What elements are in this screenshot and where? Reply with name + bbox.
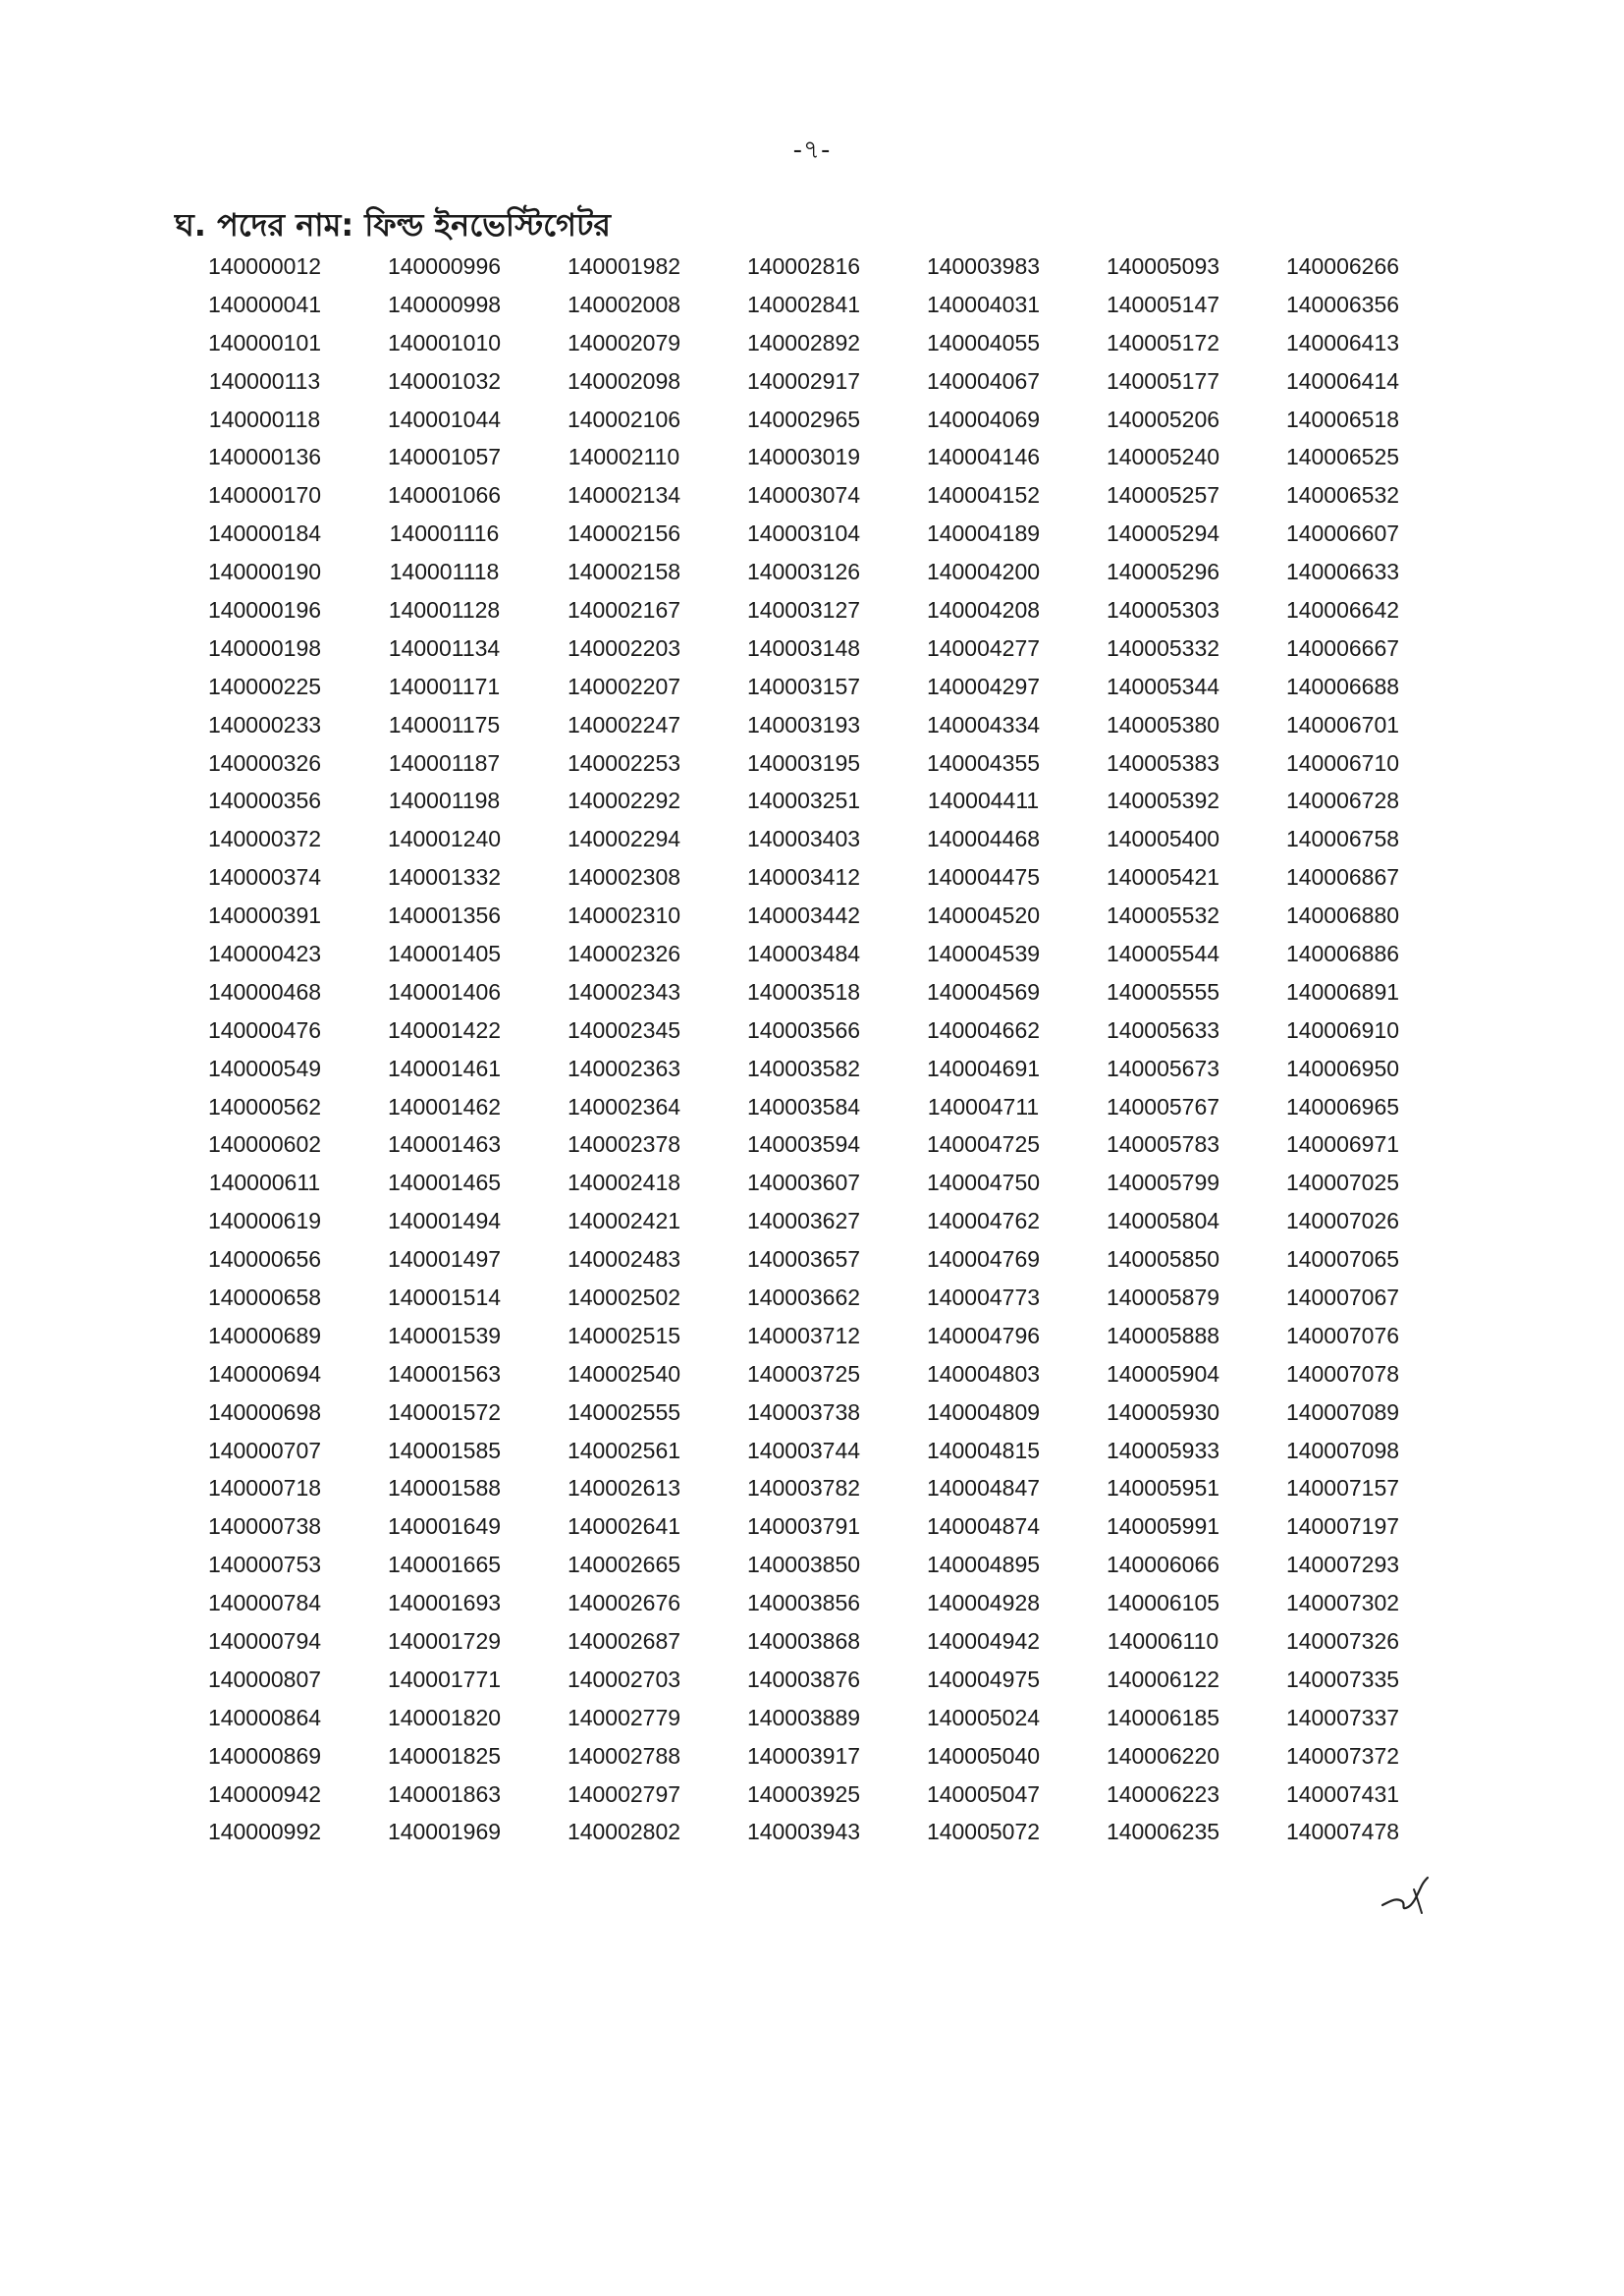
roll-number-cell: 140000718	[207, 1475, 322, 1502]
roll-number-cell: 140002515	[567, 1322, 681, 1348]
roll-number-cell: 140007065	[1285, 1246, 1400, 1273]
roll-number-cell: 140007067	[1285, 1284, 1400, 1310]
roll-number-cell: 140006607	[1285, 520, 1400, 547]
roll-number-cell: 140001066	[387, 482, 502, 509]
roll-number-cell: 140005555	[1106, 978, 1220, 1005]
roll-number-cell: 140007078	[1285, 1360, 1400, 1387]
roll-number-cell: 140002363	[567, 1055, 681, 1081]
roll-number-cell: 140000656	[207, 1246, 322, 1273]
roll-number-cell: 140006965	[1285, 1093, 1400, 1120]
roll-number-cell: 140005532	[1106, 902, 1220, 929]
roll-number-cell: 140006518	[1285, 406, 1400, 432]
roll-number-cell: 140002613	[567, 1475, 681, 1502]
roll-number-cell: 140001332	[387, 864, 502, 891]
roll-number-cell: 140000196	[207, 596, 322, 623]
roll-number-cell: 140002310	[567, 902, 681, 929]
roll-number-cell: 140001494	[387, 1208, 502, 1234]
roll-number-cell: 140002110	[568, 444, 680, 470]
roll-number-cell: 140004475	[926, 864, 1041, 891]
roll-number-cell: 140002502	[567, 1284, 681, 1310]
roll-number-cell: 140003412	[746, 864, 861, 891]
roll-number-cell: 140000694	[207, 1360, 322, 1387]
roll-number-cell: 140004769	[926, 1246, 1041, 1273]
roll-number-cell: 140005951	[1106, 1475, 1220, 1502]
roll-number-cell: 140007026	[1285, 1208, 1400, 1234]
roll-number-cell: 140005400	[1106, 826, 1220, 852]
roll-number-cell: 140005933	[1106, 1437, 1220, 1463]
roll-number-cell: 140002343	[567, 978, 681, 1005]
roll-number-cell: 140006971	[1285, 1131, 1400, 1158]
roll-number-cell: 140002308	[567, 864, 681, 891]
roll-number-cell: 140002540	[567, 1360, 681, 1387]
roll-number-cell: 140006414	[1285, 367, 1400, 394]
roll-number-cell: 140002816	[746, 252, 861, 279]
roll-number-cell: 140001187	[388, 749, 501, 776]
roll-number-cell: 140004277	[926, 634, 1041, 661]
roll-number-cell: 140003193	[746, 711, 861, 738]
roll-number-cell: 140000611	[208, 1170, 321, 1196]
roll-number-cell: 140005767	[1106, 1093, 1220, 1120]
roll-number-cell: 140004711	[927, 1093, 1040, 1120]
roll-number-cell: 140000996	[387, 252, 502, 279]
roll-number-cell: 140005799	[1106, 1170, 1220, 1196]
roll-number-cell: 140002687	[567, 1628, 681, 1654]
roll-number-cell: 140004189	[926, 520, 1041, 547]
roll-number-cell: 140005783	[1106, 1131, 1220, 1158]
roll-number-cell: 140004847	[926, 1475, 1041, 1502]
roll-number-cell: 140002134	[567, 482, 681, 509]
roll-number-cell: 140005206	[1106, 406, 1220, 432]
roll-number-cell: 140006413	[1285, 329, 1400, 355]
roll-number-cell: 140000423	[207, 940, 322, 966]
roll-number-cell: 140003607	[746, 1170, 861, 1196]
roll-number-cell: 140002483	[567, 1246, 681, 1273]
roll-number-cell: 140007089	[1285, 1398, 1400, 1425]
roll-number-cell: 140002345	[567, 1016, 681, 1043]
roll-number-cell: 140002167	[567, 596, 681, 623]
roll-number-cell: 140006710	[1285, 749, 1400, 776]
roll-number-cell: 140003876	[746, 1666, 861, 1692]
roll-number-cell: 140000356	[207, 788, 322, 814]
roll-number-cell: 140005380	[1106, 711, 1220, 738]
roll-number-cell: 140005332	[1106, 634, 1220, 661]
roll-number-cell: 140000184	[207, 520, 322, 547]
roll-number-cell: 140004520	[926, 902, 1041, 929]
roll-number-cell: 140001665	[387, 1552, 502, 1578]
roll-number-cell: 140006220	[1106, 1742, 1220, 1769]
roll-number-cell: 140004069	[926, 406, 1041, 432]
roll-number-cell: 140000391	[207, 902, 322, 929]
roll-number-cell: 140001171	[388, 673, 501, 699]
roll-number-cell: 140005879	[1106, 1284, 1220, 1310]
roll-number-cell: 140004539	[926, 940, 1041, 966]
roll-number-cell: 140000753	[207, 1552, 322, 1578]
roll-number-cell: 140007157	[1285, 1475, 1400, 1502]
roll-number-cell: 140000998	[387, 291, 502, 317]
roll-number-cell: 140000658	[207, 1284, 322, 1310]
roll-number-cell: 140001032	[387, 367, 502, 394]
roll-number-cell: 140007098	[1285, 1437, 1400, 1463]
roll-number-cell: 140004895	[926, 1552, 1041, 1578]
roll-number-cell: 140005804	[1106, 1208, 1220, 1234]
roll-number-cell: 140000468	[207, 978, 322, 1005]
roll-number-cell: 140000562	[207, 1093, 322, 1120]
roll-number-cell: 140001406	[387, 978, 502, 1005]
page-number: -৭-	[792, 136, 832, 165]
roll-number-cell: 140001729	[387, 1628, 502, 1654]
roll-number-cell: 140002326	[567, 940, 681, 966]
roll-number-cell: 140003791	[746, 1513, 861, 1540]
roll-number-cell: 140000198	[207, 634, 322, 661]
roll-number-cell: 140005850	[1106, 1246, 1220, 1273]
roll-number-cell: 140006525	[1285, 444, 1400, 470]
roll-number-cell: 140000992	[207, 1819, 322, 1845]
roll-number-cell: 140005240	[1106, 444, 1220, 470]
roll-number-cell: 140001863	[387, 1780, 502, 1807]
roll-number-cell: 140001771	[387, 1666, 502, 1692]
roll-number-cell: 140000784	[207, 1590, 322, 1616]
roll-number-cell: 140007302	[1285, 1590, 1400, 1616]
roll-number-cell: 140002098	[567, 367, 681, 394]
roll-number-cell: 140003403	[746, 826, 861, 852]
roll-number-cell: 140005930	[1106, 1398, 1220, 1425]
roll-number-cell: 140005294	[1106, 520, 1220, 547]
roll-number-cell: 140001461	[387, 1055, 502, 1081]
roll-number-cell: 140007025	[1285, 1170, 1400, 1196]
roll-number-cell: 140004815	[926, 1437, 1041, 1463]
roll-number-cell: 140001693	[387, 1590, 502, 1616]
roll-number-cell: 140005047	[926, 1780, 1041, 1807]
roll-number-cell: 140004750	[926, 1170, 1041, 1196]
roll-number-cell: 140003104	[746, 520, 861, 547]
roll-number-cell: 140003594	[746, 1131, 861, 1158]
roll-number-cell: 140006105	[1106, 1590, 1220, 1616]
roll-number-cell: 140006235	[1106, 1819, 1220, 1845]
roll-number-cell: 140001982	[567, 252, 681, 279]
roll-number-cell: 140004874	[926, 1513, 1041, 1540]
roll-number-cell: 140004662	[926, 1016, 1041, 1043]
roll-number-cell: 140004055	[926, 329, 1041, 355]
roll-number-cell: 140003074	[746, 482, 861, 509]
roll-number-table	[175, 247, 1434, 1851]
roll-number-cell: 140001116	[389, 520, 500, 547]
roll-number-cell: 140004942	[926, 1628, 1041, 1654]
roll-number-cell: 140002253	[567, 749, 681, 776]
roll-number-cell: 140005296	[1106, 559, 1220, 585]
roll-number-cell: 140003943	[746, 1819, 861, 1845]
roll-number-cell: 140002156	[567, 520, 681, 547]
roll-number-cell: 140001175	[388, 711, 501, 738]
roll-number-cell: 140004725	[926, 1131, 1041, 1158]
roll-number-cell: 140002203	[567, 634, 681, 661]
roll-number-cell: 140002421	[567, 1208, 681, 1234]
roll-number-cell: 140005673	[1106, 1055, 1220, 1081]
roll-number-cell: 140003850	[746, 1552, 861, 1578]
roll-number-cell: 140002008	[567, 291, 681, 317]
roll-number-cell: 140006642	[1285, 596, 1400, 623]
roll-number-cell: 140006701	[1285, 711, 1400, 738]
roll-number-cell: 140007335	[1285, 1666, 1400, 1692]
roll-number-cell: 140004803	[926, 1360, 1041, 1387]
roll-number-cell: 140007478	[1285, 1819, 1400, 1845]
roll-number-cell: 140004031	[926, 291, 1041, 317]
roll-number-cell: 140003127	[746, 596, 861, 623]
roll-number-cell: 140000190	[207, 559, 322, 585]
roll-number-cell: 140006867	[1285, 864, 1400, 891]
roll-number-cell: 140001563	[387, 1360, 502, 1387]
roll-number-cell: 140006758	[1285, 826, 1400, 852]
roll-number-cell: 140003889	[746, 1704, 861, 1730]
roll-number-cell: 140003126	[746, 559, 861, 585]
roll-number-cell: 140007197	[1285, 1513, 1400, 1540]
roll-number-cell: 140004208	[926, 596, 1041, 623]
roll-number-cell: 140004200	[926, 559, 1041, 585]
roll-number-cell: 140002418	[567, 1170, 681, 1196]
roll-number-cell: 140003917	[746, 1742, 861, 1769]
roll-number-cell: 140003925	[746, 1780, 861, 1807]
roll-number-cell: 140003251	[746, 788, 861, 814]
roll-number-cell: 140004468	[926, 826, 1041, 852]
roll-number-cell: 140005147	[1106, 291, 1220, 317]
roll-number-cell: 140001134	[388, 634, 501, 661]
roll-number-cell: 140001649	[387, 1513, 502, 1540]
roll-number-cell: 140003856	[746, 1590, 861, 1616]
roll-number-cell: 140006066	[1106, 1552, 1220, 1578]
roll-number-cell: 140005072	[926, 1819, 1041, 1845]
roll-number-cell: 140000869	[207, 1742, 322, 1769]
roll-number-cell: 140003983	[926, 252, 1041, 279]
roll-number-cell: 140006880	[1285, 902, 1400, 929]
roll-number-cell: 140005904	[1106, 1360, 1220, 1387]
roll-number-cell: 140003148	[746, 634, 861, 661]
roll-number-cell: 140002292	[567, 788, 681, 814]
roll-number-cell: 140000807	[207, 1666, 322, 1692]
roll-number-cell: 140004152	[926, 482, 1041, 509]
roll-number-cell: 140001462	[387, 1093, 502, 1120]
roll-number-cell: 140002555	[567, 1398, 681, 1425]
roll-number-cell: 140005991	[1106, 1513, 1220, 1540]
roll-number-cell: 140000476	[207, 1016, 322, 1043]
roll-number-cell: 140007326	[1285, 1628, 1400, 1654]
roll-number-cell: 140000549	[207, 1055, 322, 1081]
roll-number-cell: 140003582	[746, 1055, 861, 1081]
roll-number-cell: 140000225	[207, 673, 322, 699]
roll-number-cell: 140002378	[567, 1131, 681, 1158]
roll-number-cell: 140002779	[567, 1704, 681, 1730]
roll-number-cell: 140005177	[1106, 367, 1220, 394]
roll-number-cell: 140002802	[567, 1819, 681, 1845]
roll-number-cell: 140001010	[387, 329, 502, 355]
roll-number-cell: 140005392	[1106, 788, 1220, 814]
roll-number-cell: 140000942	[207, 1780, 322, 1807]
roll-number-cell: 140004067	[926, 367, 1041, 394]
roll-number-cell: 140004773	[926, 1284, 1041, 1310]
roll-number-cell: 140002797	[567, 1780, 681, 1807]
roll-number-cell: 140005257	[1106, 482, 1220, 509]
roll-number-cell: 140005544	[1106, 940, 1220, 966]
roll-number-cell: 140002676	[567, 1590, 681, 1616]
roll-number-cell: 140000689	[207, 1322, 322, 1348]
roll-number-cell: 140000864	[207, 1704, 322, 1730]
roll-number-cell: 140006728	[1285, 788, 1400, 814]
roll-number-cell: 140003442	[746, 902, 861, 929]
roll-number-cell: 140001057	[387, 444, 502, 470]
roll-number-cell: 140000101	[207, 329, 322, 355]
roll-number-cell: 140004146	[926, 444, 1041, 470]
roll-number-cell: 140001585	[387, 1437, 502, 1463]
roll-number-cell: 140001820	[387, 1704, 502, 1730]
roll-number-cell: 140002158	[567, 559, 681, 585]
roll-number-cell: 140000326	[207, 749, 322, 776]
roll-number-cell: 140001497	[387, 1246, 502, 1273]
roll-number-cell: 140002892	[746, 329, 861, 355]
roll-number-cell: 140001044	[387, 406, 502, 432]
roll-number-cell: 140004355	[926, 749, 1041, 776]
roll-number-cell: 140001825	[387, 1742, 502, 1769]
roll-number-cell: 140006910	[1285, 1016, 1400, 1043]
roll-number-cell: 140004691	[926, 1055, 1041, 1081]
roll-number-cell: 140006356	[1285, 291, 1400, 317]
roll-number-cell: 140002841	[746, 291, 861, 317]
roll-number-cell: 140007076	[1285, 1322, 1400, 1348]
roll-number-cell: 140000794	[207, 1628, 322, 1654]
roll-number-cell: 140002079	[567, 329, 681, 355]
roll-number-cell: 140002788	[567, 1742, 681, 1769]
roll-number-cell: 140001514	[387, 1284, 502, 1310]
roll-number-cell: 140004411	[927, 788, 1040, 814]
roll-number-cell: 140003725	[746, 1360, 861, 1387]
roll-number-cell: 140002294	[567, 826, 681, 852]
roll-number-cell: 140001539	[387, 1322, 502, 1348]
roll-number-cell: 140003627	[746, 1208, 861, 1234]
roll-number-cell: 140001463	[387, 1131, 502, 1158]
roll-number-cell: 140001969	[387, 1819, 502, 1845]
roll-number-cell: 140000707	[207, 1437, 322, 1463]
roll-number-cell: 140000738	[207, 1513, 322, 1540]
roll-number-cell: 140003195	[746, 749, 861, 776]
roll-number-cell: 140006667	[1285, 634, 1400, 661]
roll-number-cell: 140004334	[926, 711, 1041, 738]
roll-number-cell: 140000698	[207, 1398, 322, 1425]
roll-number-cell: 140002703	[567, 1666, 681, 1692]
roll-number-cell: 140001128	[388, 596, 501, 623]
roll-number-cell: 140000170	[207, 482, 322, 509]
roll-number-cell: 140002106	[567, 406, 681, 432]
roll-number-cell: 140004796	[926, 1322, 1041, 1348]
roll-number-cell: 140004809	[926, 1398, 1041, 1425]
roll-number-cell: 140003868	[746, 1628, 861, 1654]
roll-number-cell: 140003518	[746, 978, 861, 1005]
roll-number-cell: 140003738	[746, 1398, 861, 1425]
roll-number-cell: 140003662	[746, 1284, 861, 1310]
roll-number-cell: 140007372	[1285, 1742, 1400, 1769]
section-heading: ঘ. পদের নাম: ফিল্ড ইনভেস্টিগেটর	[175, 206, 611, 244]
roll-number-cell: 140007337	[1285, 1704, 1400, 1730]
roll-number-cell: 140001465	[387, 1170, 502, 1196]
roll-number-cell: 140002364	[567, 1093, 681, 1120]
roll-number-cell: 140003566	[746, 1016, 861, 1043]
roll-number-cell: 140005383	[1106, 749, 1220, 776]
roll-number-cell: 140006886	[1285, 940, 1400, 966]
roll-number-cell: 140005303	[1106, 596, 1220, 623]
roll-number-cell: 140005040	[926, 1742, 1041, 1769]
roll-number-cell: 140000012	[207, 252, 322, 279]
roll-number-cell: 140004569	[926, 978, 1041, 1005]
roll-number-cell: 140006185	[1106, 1704, 1220, 1730]
roll-number-cell: 140000372	[207, 826, 322, 852]
roll-number-cell: 140006891	[1285, 978, 1400, 1005]
roll-number-cell: 140001405	[387, 940, 502, 966]
roll-number-cell: 140006633	[1285, 559, 1400, 585]
roll-number-cell: 140002641	[567, 1513, 681, 1540]
roll-number-cell: 140003157	[746, 673, 861, 699]
roll-number-cell: 140007293	[1285, 1552, 1400, 1578]
roll-number-cell: 140005421	[1106, 864, 1220, 891]
roll-number-cell: 140002561	[567, 1437, 681, 1463]
roll-number-cell: 140001572	[387, 1398, 502, 1425]
roll-number-cell: 140006688	[1285, 673, 1400, 699]
roll-number-cell: 140001240	[387, 826, 502, 852]
roll-number-cell: 140006223	[1106, 1780, 1220, 1807]
roll-number-cell: 140005093	[1106, 252, 1220, 279]
roll-number-cell: 140005024	[926, 1704, 1041, 1730]
roll-number-cell: 140007431	[1285, 1780, 1400, 1807]
roll-number-cell: 140003744	[746, 1437, 861, 1463]
roll-number-cell: 140006110	[1107, 1628, 1219, 1654]
roll-number-cell: 140000113	[208, 367, 321, 394]
roll-number-cell: 140000118	[208, 406, 321, 432]
roll-number-cell: 140001356	[387, 902, 502, 929]
roll-number-cell: 140000374	[207, 864, 322, 891]
roll-number-cell: 140003484	[746, 940, 861, 966]
roll-number-cell: 140004975	[926, 1666, 1041, 1692]
roll-number-cell: 140005172	[1106, 329, 1220, 355]
roll-number-cell: 140005633	[1106, 1016, 1220, 1043]
roll-number-cell: 140001588	[387, 1475, 502, 1502]
roll-number-cell: 140000619	[207, 1208, 322, 1234]
roll-number-cell: 140002665	[567, 1552, 681, 1578]
roll-number-cell: 140000041	[207, 291, 322, 317]
roll-number-cell: 140000136	[207, 444, 322, 470]
roll-number-cell: 140006266	[1285, 252, 1400, 279]
roll-number-cell: 140001118	[389, 559, 500, 585]
roll-number-cell: 140006532	[1285, 482, 1400, 509]
roll-number-cell: 140004762	[926, 1208, 1041, 1234]
roll-number-cell: 140000602	[207, 1131, 322, 1158]
signature-mark	[1379, 1872, 1437, 1917]
roll-number-cell: 140002965	[746, 406, 861, 432]
roll-number-cell: 140004928	[926, 1590, 1041, 1616]
roll-number-cell: 140003782	[746, 1475, 861, 1502]
roll-number-cell: 140000233	[207, 711, 322, 738]
roll-number-cell: 140005888	[1106, 1322, 1220, 1348]
roll-number-cell: 140006950	[1285, 1055, 1400, 1081]
roll-number-cell: 140001198	[388, 788, 501, 814]
roll-number-cell: 140002247	[567, 711, 681, 738]
roll-number-cell: 140005344	[1106, 673, 1220, 699]
roll-number-cell: 140004297	[926, 673, 1041, 699]
roll-number-cell: 140001422	[387, 1016, 502, 1043]
roll-number-cell: 140002917	[746, 367, 861, 394]
roll-number-cell: 140006122	[1106, 1666, 1220, 1692]
roll-number-cell: 140003584	[746, 1093, 861, 1120]
roll-number-cell: 140003657	[746, 1246, 861, 1273]
roll-number-cell: 140002207	[567, 673, 681, 699]
roll-number-cell: 140003712	[746, 1322, 861, 1348]
roll-number-cell: 140003019	[746, 444, 861, 470]
